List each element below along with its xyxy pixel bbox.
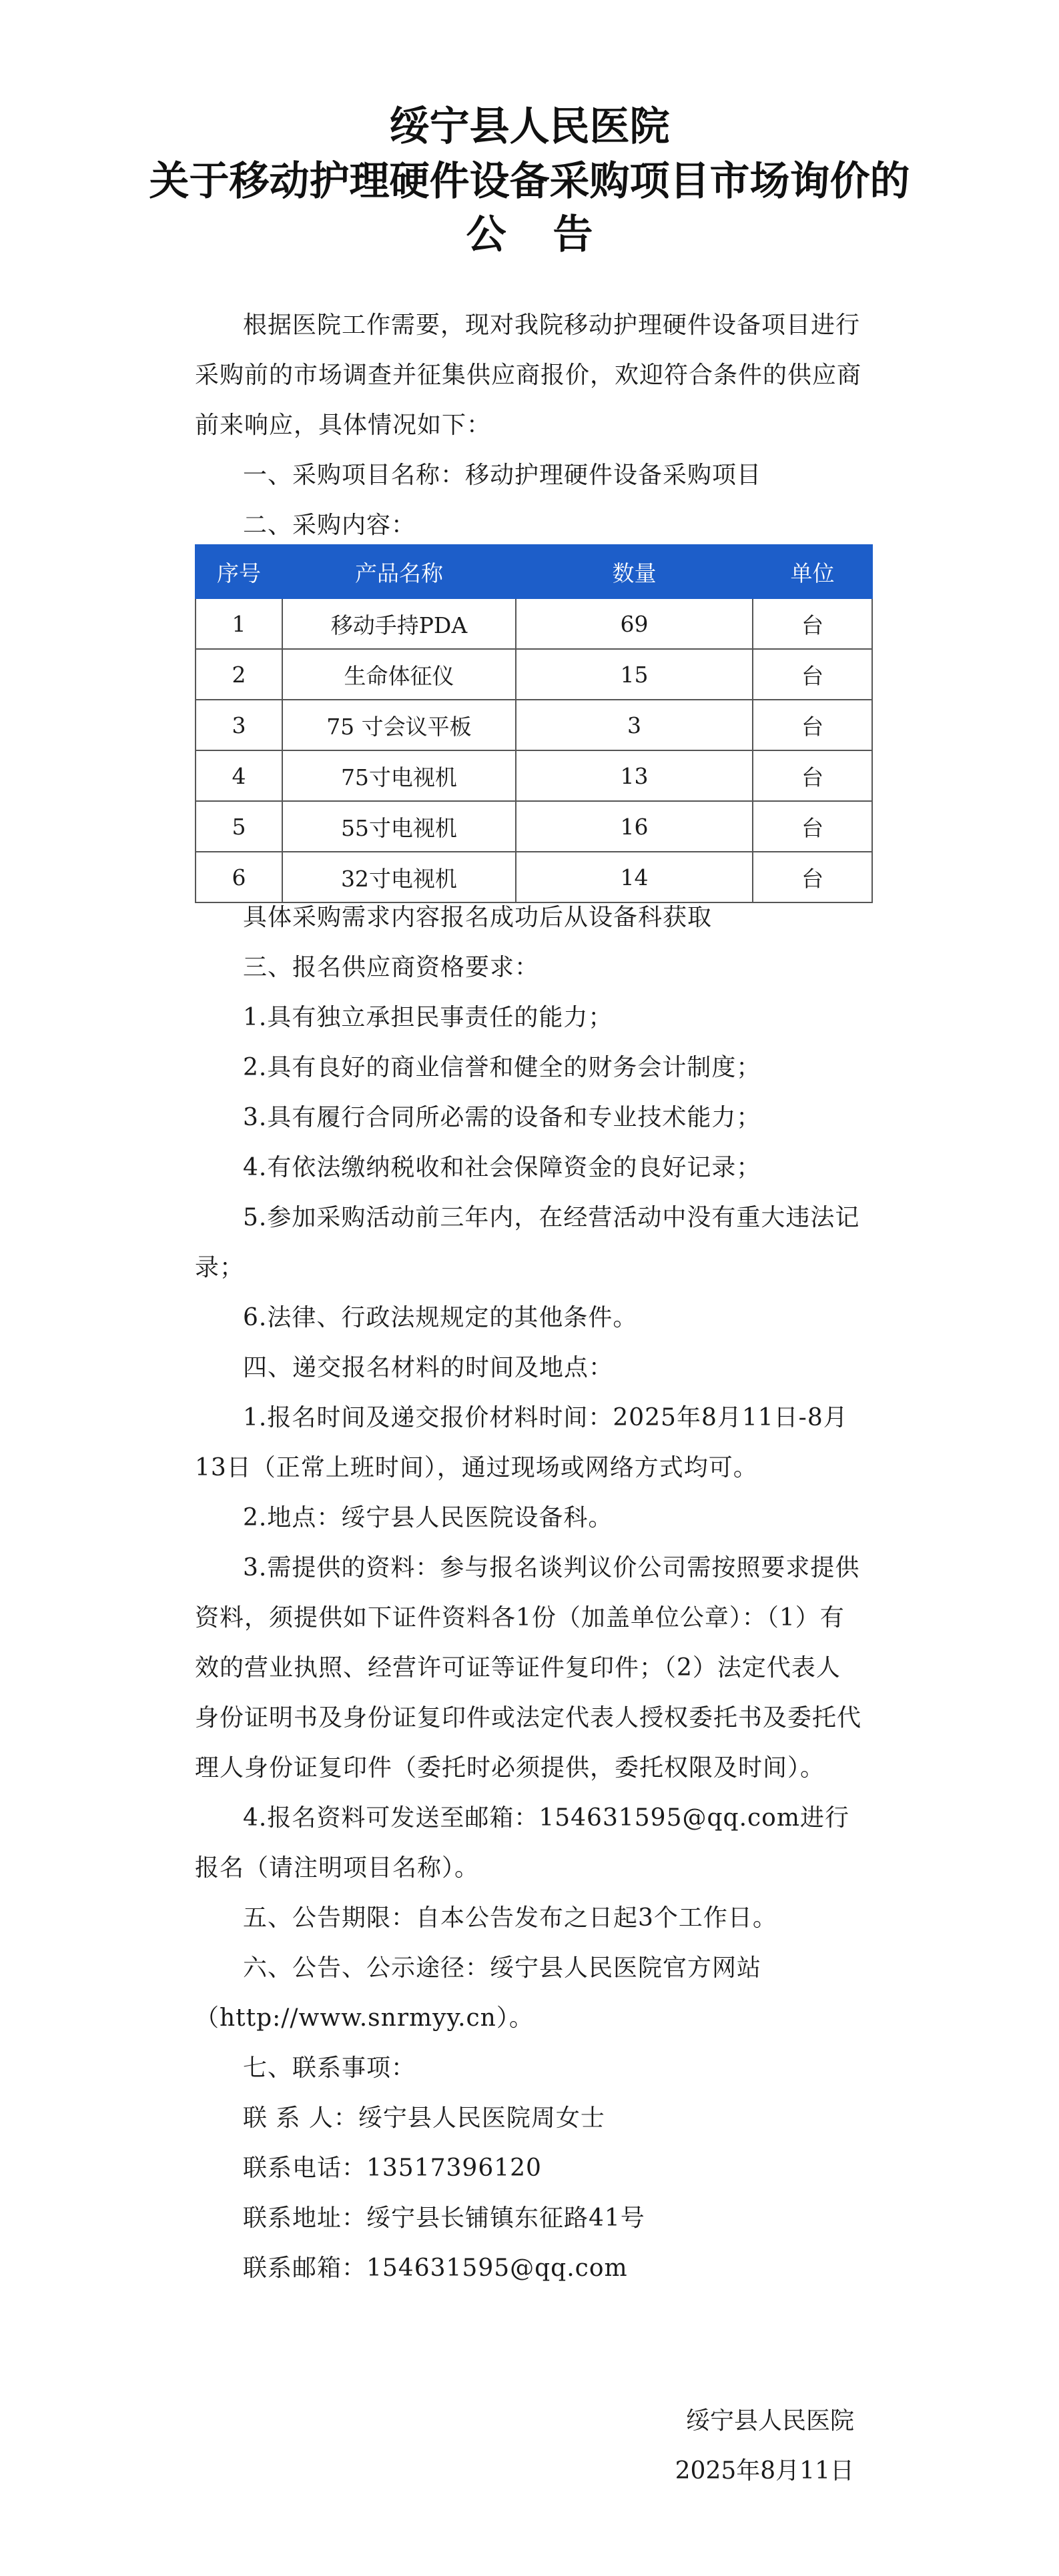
- contact-person: 联 系 人：绥宁县人民医院周女士: [243, 2104, 605, 2132]
- contact-email: 联系邮箱：154631595@qq.com: [243, 2255, 628, 2282]
- notice-org-title: 绥宁县人民医院: [389, 103, 670, 150]
- cell-product-name: 55寸电视机: [282, 801, 516, 852]
- cell-product-name: 75 寸会议平板: [282, 700, 516, 750]
- cell-quantity: 69: [516, 598, 753, 649]
- notice-title-suffix: 公告: [466, 211, 640, 258]
- section-contact: 七、联系事项：: [243, 2054, 416, 2082]
- cell-quantity: 3: [516, 700, 753, 750]
- submission-place: 2.地点：绥宁县人民医院设备科。: [243, 1504, 613, 1531]
- purchase-items-table: [195, 544, 873, 903]
- section-publication-channel: 六、公告、公示途径：绥宁县人民医院官方网站（http://www.snrmyy.cn）。: [195, 1954, 762, 2032]
- header-unit: 单位: [753, 545, 872, 598]
- qualification-item-4: 4.有依法缴纳税收和社会保障资金的良好记录；: [243, 1154, 761, 1181]
- intro-paragraph: 根据医院工作需要，现对我院移动护理硬件设备项目进行采购前的市场调查并征集供应商报价，欢迎符合条件的供应商前来响应，具体情况如下：: [195, 311, 862, 439]
- signature-org: 绥宁县人民医院: [685, 2407, 854, 2435]
- qualification-item-5: 5.参加采购活动前三年内，在经营活动中没有重大违法记录；: [195, 1204, 860, 1281]
- table-row: [196, 598, 872, 649]
- cell-unit: 台: [753, 852, 872, 902]
- qualification-item-1: 1.具有独立承担民事责任的能力；: [243, 1004, 613, 1031]
- contact-address: 联系地址：绥宁县长铺镇东征路41号: [243, 2204, 645, 2232]
- cell-index: 3: [196, 700, 282, 750]
- cell-unit: 台: [753, 598, 872, 649]
- required-materials: 3.需提供的资料：参与报名谈判议价公司需按照要求提供资料，须提供如下证件资料各1份（加盖单位公章）：（1）有效的营业执照、经营许可证等证件复印件；（2）法定代表人身份证明书及身份证复印件或法定代表人授权委托书及委托代理人身份证复印件（委托时必须提供，委托权限及时间）。: [195, 1554, 862, 1782]
- cell-index: 6: [196, 852, 282, 902]
- cell-index: 5: [196, 801, 282, 852]
- cell-unit: 台: [753, 750, 872, 801]
- header-quantity: 数量: [516, 545, 753, 598]
- submission-time: 1.报名时间及递交报价材料时间：2025年8月11日-8月13日（正常上班时间），通过现场或网络方式均可。: [195, 1404, 848, 1481]
- table-row: [196, 801, 872, 852]
- cell-quantity: 16: [516, 801, 753, 852]
- signature-date: 2025年8月11日: [675, 2457, 854, 2485]
- cell-product-name: 75寸电视机: [282, 750, 516, 801]
- header-product-name: 产品名称: [282, 545, 516, 598]
- cell-index: 2: [196, 649, 282, 700]
- cell-unit: 台: [753, 801, 872, 852]
- section-notice-period: 五、公告期限：自本公告发布之日起3个工作日。: [243, 1904, 777, 1932]
- header-index: 序号: [196, 545, 282, 598]
- cell-product-name: 32寸电视机: [282, 852, 516, 902]
- contact-phone: 联系电话：13517396120: [243, 2154, 542, 2182]
- email-submission: 4.报名资料可发送至邮箱：154631595@qq.com进行报名（请注明项目名称）。: [195, 1804, 849, 1882]
- cell-product-name: 移动手持PDA: [282, 598, 516, 649]
- section-project-name: 一、采购项目名称：移动护理硬件设备采购项目: [243, 462, 762, 489]
- table-row: [196, 649, 872, 700]
- cell-quantity: 13: [516, 750, 753, 801]
- requirements-note: 具体采购需求内容报名成功后从设备科获取: [243, 904, 713, 931]
- notice-main-title: 关于移动护理硬件设备采购项目市场询价的: [149, 158, 910, 205]
- cell-unit: 台: [753, 700, 872, 750]
- qualification-item-2: 2.具有良好的商业信誉和健全的财务会计制度；: [243, 1054, 761, 1081]
- table-header-row: [196, 545, 872, 598]
- cell-product-name: 生命体征仪: [282, 649, 516, 700]
- qualification-item-6: 6.法律、行政法规规定的其他条件。: [243, 1304, 638, 1331]
- table-row: [196, 700, 872, 750]
- cell-unit: 台: [753, 649, 872, 700]
- qualification-item-3: 3.具有履行合同所必需的设备和专业技术能力；: [243, 1104, 761, 1131]
- table-row: [196, 750, 872, 801]
- cell-index: 4: [196, 750, 282, 801]
- section-qualifications: 三、报名供应商资格要求：: [243, 954, 540, 981]
- cell-quantity: 15: [516, 649, 753, 700]
- cell-quantity: 14: [516, 852, 753, 902]
- cell-index: 1: [196, 598, 282, 649]
- section-submission: 四、递交报名材料的时间及地点：: [243, 1354, 614, 1381]
- section-purchase-content: 二、采购内容：: [243, 512, 416, 539]
